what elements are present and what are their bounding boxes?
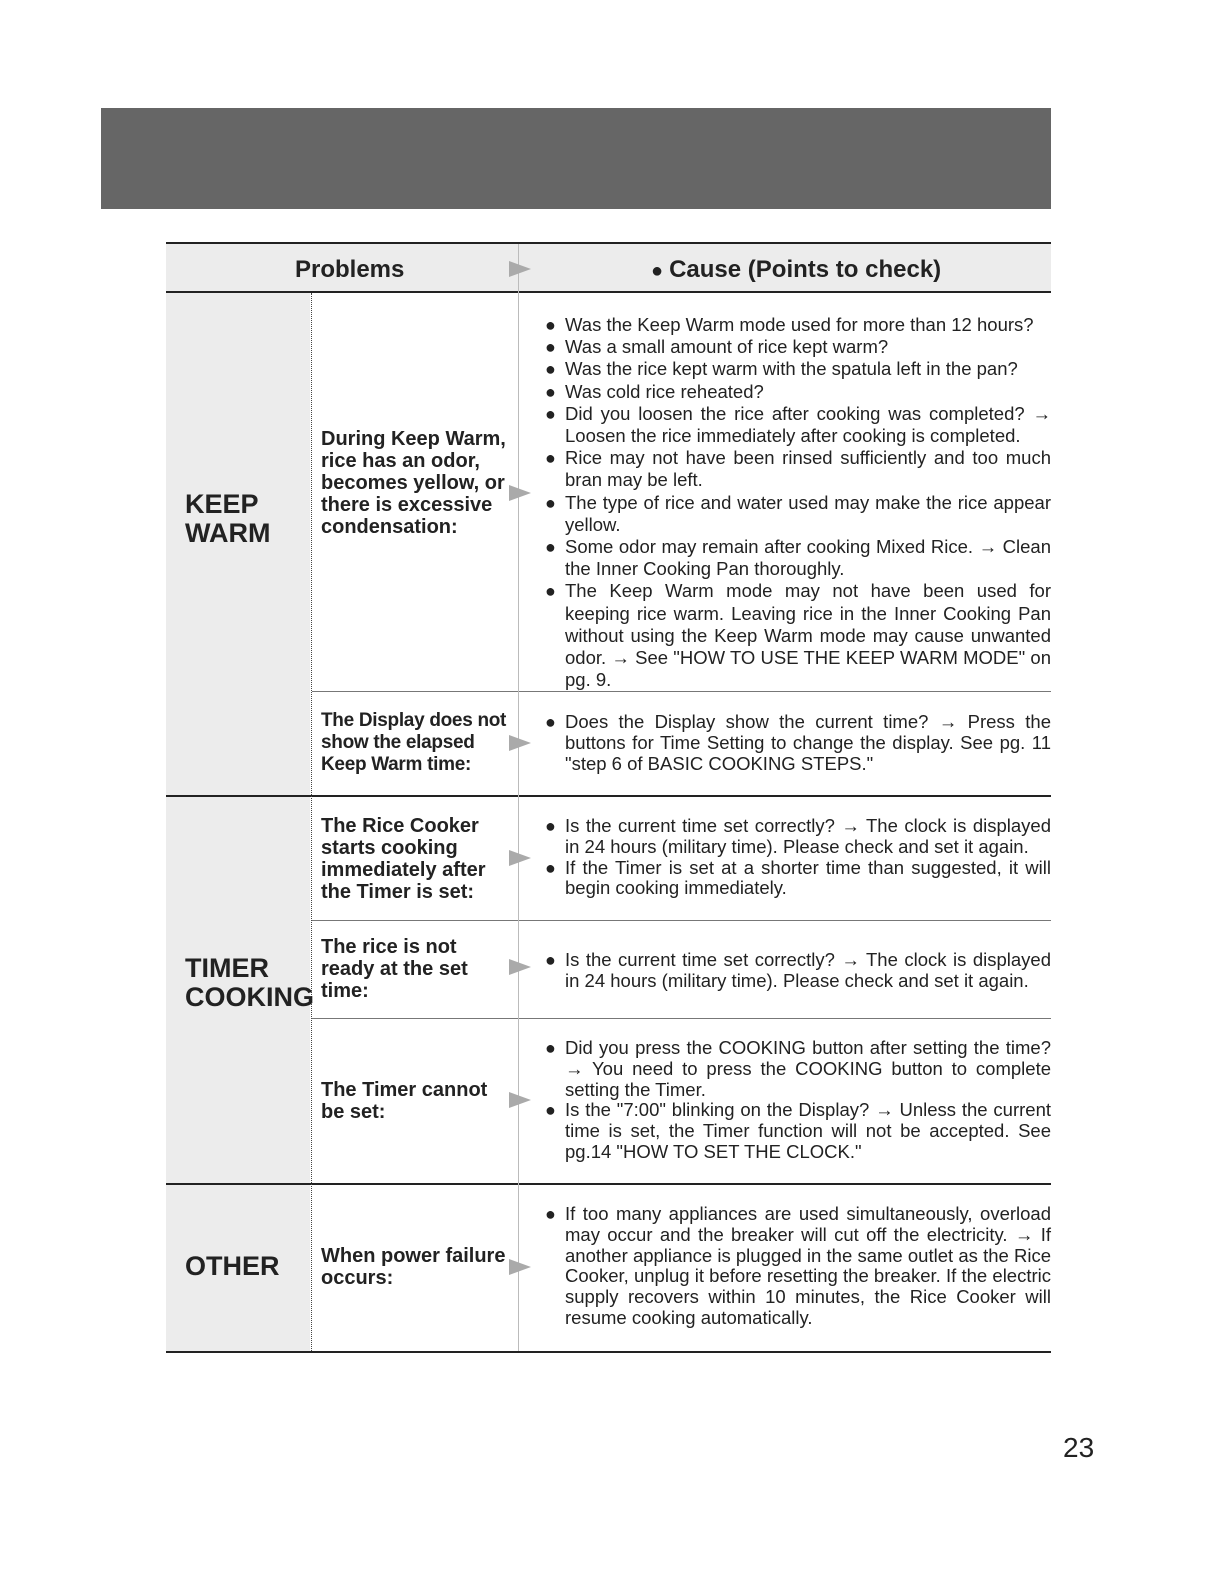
cause-item: ● The type of rice and water used may make the rice appear yellow. (546, 492, 1051, 536)
section-rule (166, 1183, 1051, 1185)
table-bottom-rule (166, 1351, 1051, 1353)
arrow-icon (509, 1259, 531, 1275)
troubleshooting-table (166, 242, 1051, 1353)
category-label-keep-warm (185, 490, 270, 548)
cause-item: ● Rice may not have been rinsed sufficiently and too much bran may be left. (546, 447, 1051, 491)
cause-item: ● Is the current time set correctly? → The clock is displayed in 24 hours (military time). Please check and set it again. (546, 950, 1051, 992)
column-divider-dotted (311, 293, 312, 1351)
category-line: KEEP (185, 489, 259, 519)
cause-item: ● Is the "7:00" blinking on the Display? → Unless the current time is set, the Timer function will not be accepted. See pg.14 "HOW TO SET THE CLOCK." (546, 1100, 1051, 1162)
cause-item: ● Is the current time set correctly? → The clock is displayed in 24 hours (military time). Please check and set it again. (546, 816, 1051, 858)
cause-item: ● Did you loosen the rice after cooking was completed? → Loosen the rice immediately after cooking is completed. (546, 403, 1051, 447)
header-arrow-icon (509, 261, 531, 277)
page-number: 23 (1063, 1432, 1095, 1463)
problem-text: The rice is not ready at the set time: (321, 936, 468, 1002)
cause-item: ● Does the Display show the current time? → Press the buttons for Time Setting to change the display. See pg. 11 "step 6 of BASIC COOKING STEPS." (546, 712, 1051, 774)
arrow-icon (509, 735, 531, 751)
problem-text: During Keep Warm, rice has an odor, becomes yellow, or there is excessive condensation: (321, 428, 506, 538)
problem-text: When power failure occurs: (321, 1245, 506, 1289)
cause-list (546, 1038, 1051, 1163)
header-bottom-rule (166, 291, 1051, 293)
cause-item: ● Was the rice kept warm with the spatula left in the pan? (546, 358, 1051, 380)
problem-text: The Display does not show the elapsed Keep Warm time: (321, 710, 507, 775)
arrow-icon (509, 850, 531, 866)
category-line: TIMER (185, 953, 269, 983)
cause-item: ● If too many appliances are used simultaneously, overload may occur and the breaker will cut off the electricity. → If another appliance is plugged in the same outlet as the Rice Cooker, unplug it before resetting the breaker. If the electric supply recovers within 10 minutes, the Rice Cooker will resume cooking automatically. (546, 1204, 1051, 1329)
cause-item: ● Some odor may remain after cooking Mixed Rice. → Clean the Inner Cooking Pan thoroughly. (546, 536, 1051, 580)
cause-item: ● Was the Keep Warm mode used for more than 12 hours? (546, 314, 1051, 336)
header-cause (651, 256, 941, 284)
cause-item: ● Was a small amount of rice kept warm? (546, 336, 1051, 358)
section-rule (166, 795, 1051, 797)
cause-item: ● Was cold rice reheated? (546, 381, 1051, 403)
cause-list (546, 712, 1051, 774)
header-cause-label: Cause (Points to check) (669, 256, 942, 283)
row-divider (312, 920, 1051, 921)
cause-item: ● Did you press the COOKING button after setting the time? → You need to press the COOKING button to complete setting the Timer. (546, 1038, 1051, 1100)
cause-list (546, 314, 1051, 691)
row-divider (312, 1018, 1051, 1019)
header-problems: Problems (295, 256, 405, 283)
category-line: WARM (185, 518, 271, 548)
arrow-icon (509, 959, 531, 975)
arrow-icon (509, 1092, 531, 1108)
cause-list (546, 1204, 1051, 1329)
bullet-icon: ● (651, 260, 664, 282)
column-divider (518, 244, 519, 1351)
cause-list (546, 816, 1051, 899)
category-line: COOKING (185, 982, 315, 1012)
cause-item: ● The Keep Warm mode may not have been used for keeping rice warm. Leaving rice in the Inner Cooking Pan without using the Keep Warm mode may cause unwanted odor. → See "HOW TO USE THE KEEP WARM MODE" on pg. 9. (546, 580, 1051, 691)
table-top-rule (166, 242, 1051, 244)
cause-item: ● If the Timer is set at a shorter time than suggested, it will begin cooking immediately. (546, 858, 1051, 900)
problem-text: The Rice Cooker starts cooking immediately after the Timer is set: (321, 815, 486, 903)
category-label-other (185, 1252, 280, 1281)
category-label-timer-cooking (185, 954, 314, 1012)
problem-text: The Timer cannot be set: (321, 1079, 488, 1123)
cause-list (546, 950, 1051, 992)
category-line: OTHER (185, 1251, 280, 1281)
header-banner (101, 108, 1051, 209)
arrow-icon (509, 485, 531, 501)
